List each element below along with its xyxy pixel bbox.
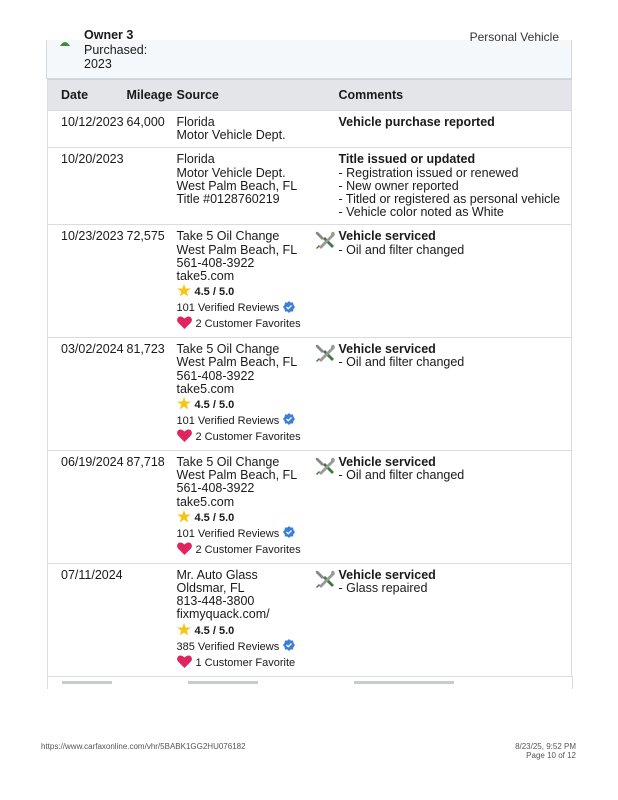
source-line: Florida (176, 115, 215, 129)
owner-title: Owner 3 (84, 28, 134, 42)
reviews-count: 385 Verified Reviews (176, 640, 280, 653)
owner-vehicle-use: Personal Vehicle (469, 30, 559, 44)
table-row (48, 225, 572, 338)
rating-value: 4.5 / 5.0 (194, 511, 235, 524)
service-wrench-icon (315, 578, 337, 592)
verified-reviews[interactable] (177, 414, 309, 429)
favorites-count: 1 Customer Favorite (195, 656, 296, 669)
source-line: Title #0128760219 (176, 192, 280, 207)
cell-source (173, 111, 309, 148)
service-wrench-icon (315, 352, 337, 366)
comment-title: Vehicle serviced (338, 455, 436, 470)
favorites-count: 2 Customer Favorites (195, 430, 301, 443)
purchased-label: Purchased: (84, 43, 148, 57)
cell-icon (309, 111, 339, 148)
reviews-count: 101 Verified Reviews (176, 414, 280, 427)
cell-comments (339, 225, 572, 338)
cell-date: 03/02/2024 (48, 338, 121, 451)
verified-reviews[interactable] (177, 301, 309, 316)
cell-date: 07/11/2024 (48, 563, 121, 675)
rating (177, 511, 309, 526)
verified-reviews[interactable] (177, 527, 309, 542)
purchased-year: 2023 (84, 57, 112, 71)
source-line: take5.com (176, 381, 235, 396)
source-line: 813-448-3800 (176, 594, 255, 609)
comment-item: - Oil and filter changed (338, 242, 465, 257)
comment-item: - Vehicle color noted as White (338, 205, 504, 220)
footer-datetime: 8/23/25, 9:52 PM (515, 742, 576, 751)
source-line: Mr. Auto Glass (176, 567, 258, 582)
cell-date: 10/12/2023 (48, 111, 121, 148)
cell-comments (339, 563, 572, 675)
cell-icon (309, 225, 339, 338)
source-line: Motor Vehicle Dept. (176, 128, 286, 143)
star-icon (177, 623, 191, 640)
cell-comments (339, 111, 572, 148)
report-page (46, 28, 572, 704)
footer-url: https://www.carfaxonline.com/vhr/5BABK1GG2HU076182 (41, 742, 246, 751)
comment-item: - Glass repaired (338, 581, 428, 596)
rating-value: 4.5 / 5.0 (194, 398, 235, 411)
owner-summary (46, 28, 572, 79)
source-line: take5.com (176, 269, 235, 284)
footer-page-info (515, 742, 576, 760)
heart-icon (177, 655, 192, 672)
comment-title: Vehicle serviced (338, 567, 436, 582)
source-line: 561-408-3922 (176, 481, 255, 496)
cell-mileage: 87,718 (121, 451, 173, 564)
history-table (47, 79, 572, 676)
cell-icon (309, 338, 339, 451)
comment-title: Vehicle serviced (338, 342, 436, 357)
header-icon (309, 80, 339, 111)
heart-icon (177, 429, 192, 446)
source-line: Oldsmar, FL (176, 581, 245, 596)
star-icon (177, 284, 191, 301)
source-line: take5.com (176, 494, 235, 509)
heart-icon (177, 542, 192, 559)
customer-favorites (177, 317, 309, 332)
comment-title: Title issued or updated (338, 152, 476, 167)
cell-source (173, 338, 309, 451)
table-row (48, 148, 572, 225)
cell-source (173, 451, 309, 564)
favorites-count: 2 Customer Favorites (195, 543, 301, 556)
source-line: Motor Vehicle Dept. (176, 165, 286, 180)
source-line: West Palm Beach, FL (176, 178, 298, 193)
header-source: Source (173, 80, 309, 111)
verified-badge-icon (283, 301, 295, 317)
table-row (48, 338, 572, 451)
footer-page-number: Page 10 of 12 (526, 751, 576, 760)
customer-favorites (177, 430, 309, 445)
cell-icon (309, 148, 339, 225)
cell-date: 10/23/2023 (48, 225, 121, 338)
cell-mileage (121, 563, 173, 675)
cell-comments (339, 148, 572, 225)
cell-source (173, 225, 309, 338)
service-wrench-icon (315, 239, 337, 253)
customer-favorites (177, 543, 309, 558)
verified-badge-icon (283, 639, 295, 655)
cell-icon (309, 563, 339, 675)
favorites-count: 2 Customer Favorites (195, 318, 301, 331)
customer-favorites (177, 656, 309, 671)
comment-item: - Oil and filter changed (338, 468, 465, 483)
source-line: West Palm Beach, FL (176, 468, 298, 483)
cell-mileage (121, 148, 173, 225)
cell-date: 06/19/2024 (48, 451, 121, 564)
rating (177, 398, 309, 413)
cell-comments (339, 451, 572, 564)
comment-item: - Registration issued or renewed (338, 165, 519, 180)
rating-value: 4.5 / 5.0 (194, 286, 235, 299)
rating-value: 4.5 / 5.0 (194, 624, 235, 637)
comment-item: - Titled or registered as personal vehicle (338, 192, 561, 207)
comment-item: - Oil and filter changed (338, 355, 465, 370)
header-mileage: Mileage (121, 80, 173, 111)
heart-icon (177, 316, 192, 333)
verified-badge-icon (283, 526, 295, 542)
source-line: West Palm Beach, FL (176, 355, 298, 370)
source-line: West Palm Beach, FL (176, 242, 298, 257)
star-icon (177, 510, 191, 527)
service-wrench-icon (315, 465, 337, 479)
source-line: Take 5 Oil Change (176, 455, 280, 470)
next-row-partial (47, 676, 573, 689)
rating (177, 285, 309, 300)
cell-source (173, 148, 309, 225)
source-line: 561-408-3922 (176, 255, 255, 270)
source-line: 561-408-3922 (176, 368, 255, 383)
cell-mileage: 64,000 (121, 111, 173, 148)
table-header-row (48, 80, 572, 111)
star-icon (177, 397, 191, 414)
cell-source (173, 563, 309, 675)
header-comments: Comments (339, 80, 572, 111)
owner-person-icon (59, 36, 71, 46)
cell-comments (339, 338, 572, 451)
rating (177, 624, 309, 639)
owner-purchased (84, 43, 147, 71)
source-line: Florida (176, 152, 215, 167)
comment-title: Vehicle purchase reported (338, 115, 495, 129)
source-line: Take 5 Oil Change (176, 229, 280, 244)
comment-item: - New owner reported (338, 178, 459, 193)
cell-mileage: 81,723 (121, 338, 173, 451)
table-row (48, 111, 572, 148)
verified-reviews[interactable] (177, 640, 309, 655)
header-date: Date (48, 80, 121, 111)
table-row (48, 563, 572, 675)
source-line: fixmyquack.com/ (176, 607, 270, 622)
cell-mileage: 72,575 (121, 225, 173, 338)
cell-date: 10/20/2023 (48, 148, 121, 225)
comment-title: Vehicle serviced (338, 229, 436, 244)
verified-badge-icon (283, 413, 295, 429)
reviews-count: 101 Verified Reviews (176, 527, 280, 540)
source-line: Take 5 Oil Change (176, 342, 280, 357)
cell-icon (309, 451, 339, 564)
table-row (48, 451, 572, 564)
reviews-count: 101 Verified Reviews (176, 302, 280, 315)
